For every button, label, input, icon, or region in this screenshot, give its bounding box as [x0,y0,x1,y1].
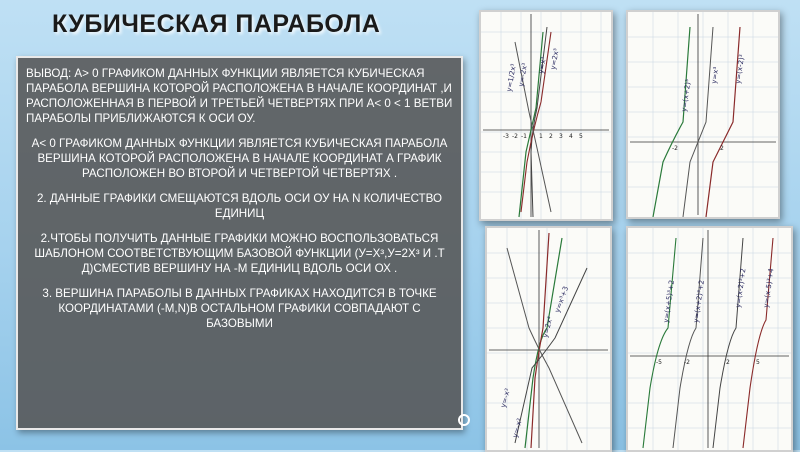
tick-label: -2 [512,133,518,140]
tick-label: 2 [549,133,553,140]
paragraph-negative-a: А< 0 ГРАФИКОМ ДАННЫХ ФУНКЦИИ ЯВЛЯЕТСЯ КУБИЧЕСКАЯ ПАРАБОЛА ВЕРШИНА КОТОРОЙ РАСПОЛОЖЕНА В НАЧАЛЕ КООРДИНАТ А ГРАФИК РАСПОЛОЖЕН ВО ВТОРОЙ И ЧЕТВЕРТОЙ ЧЕТВЕРТЯХ . [31,137,448,180]
label-x-plus-five-plus-two: у=(х+5)³+2 [662,279,676,324]
label-x-minus-two-plus-two: у=(х-2)³+2 [734,267,748,309]
curve-shift-up [525,238,562,448]
label-minus-x-cubed-b: у=-х³ [499,387,512,409]
tick-label: 3 [559,133,563,140]
label-x-plus-two-plus-two: у=(х+2)³+2 [692,279,706,324]
tick-label: 1 [539,133,543,140]
curve-minus-x-cubed [507,248,582,443]
paragraph-vertex-location: 3. ВЕРШИНА ПАРАБОЛЫ В ДАННЫХ ГРАФИКАХ НАХОДИТСЯ В ТОЧКЕ КООРДИНАТАМИ (-М,N)В ОСТАЛЬНОМ ГРАФИКИ СОВПАДАЮТ С БАЗОВЫМИ [42,287,437,330]
graph-horizontal-shifts [628,12,778,217]
label-minus-x-cubed-a: у=-х³ [511,417,524,439]
curve-shift-left [653,27,690,217]
slide-title: КУБИЧЕСКАЯ ПАРАБОЛА [52,10,381,38]
paragraph-shift-oy: 2. ДАННЫЕ ГРАФИКИ СМЕЩАЮТСЯ ВДОЛЬ ОСИ ОУ НА N КОЛИЧЕСТВО ЕДИНИЦ [36,192,443,220]
label-x-minus-two-cubed: у=(х-2)³ [734,54,747,85]
graph-combined-shifts [628,228,791,450]
graph-basic-cubics [481,12,611,219]
graph-vertical-shifts [487,228,610,450]
conclusion-text-panel [16,56,463,430]
tick-label: 2 [726,359,730,366]
tick-label: -1 [521,133,527,140]
curve-x-plus-five [643,238,676,448]
label-x-minus-five-plus-four: у=(х-5)³+4 [762,267,776,309]
graph-photo-combined-shifts [626,226,793,452]
label-two-x-cubed: у=2х³ [549,47,561,71]
tick-label: -2 [672,145,678,152]
graph-photo-horizontal-shifts [626,10,780,219]
tick-label: 5 [756,359,760,366]
label-half-x-cubed: у=1/2х³ [505,63,518,93]
paragraph-conclusion-positive-a: ВЫВОД: А> 0 ГРАФИКОМ ДАННЫХ ФУНКЦИИ ЯВЛЯЕТСЯ КУБИЧЕСКАЯ ПАРАБОЛА ВЕРШИНА КОТОРОЙ РАСПОЛОЖЕНА В НАЧАЛЕ КООРДИНАТ ,И РАСПОЛОЖЕННАЯ В ПЕРВОЙ И ТРЕТЬЕЙ ЧЕТВЕРТЯХ ПРИ А< 0 < 1 ВЕТВИ ПАРАБОЛЫ ПРИБЛИЖАЮТСЯ К ОСИ ОУ. [26,67,453,125]
label-x-plus-two-cubed: у=(х+2)³ [680,78,693,113]
tick-label: 5 [579,133,583,140]
tick-label: 2 [720,145,724,152]
label-two-x-cubed: у=2х³ [541,315,555,339]
paragraph-template-method: 2.ЧТОБЫ ПОЛУЧИТЬ ДАННЫЕ ГРАФИКИ МОЖНО ВОСПОЛЬЗОВАТЬСЯ ШАБЛОНОМ СООТВЕТСТВУЮЩИМ БАЗОВОЙ ФУНКЦИИ (У=Х³,У=2Х³ И .Т Д)СМЕСТИВ ВЕРШИНУ НА -М ЕДИНИЦ ВДОЛЬ ОСИ ОХ . [34,232,445,275]
label-x-cubed: у=х³ [537,56,548,75]
curve-x-plus-two [673,238,703,448]
curve-two-x-cubed [531,233,549,448]
tick-label: -5 [656,359,662,366]
tick-label: -2 [684,359,690,366]
curve-line [515,268,587,443]
label-x-cubed-plus-three: у=х³+3 [553,285,571,314]
graph-photo-vertical-shifts [485,226,612,452]
tick-label: 4 [569,133,573,140]
tick-label: -3 [503,133,509,140]
graph-photo-basic-cubics [479,10,613,221]
label-x-cubed: у=х³ [710,66,721,85]
label-minus-two-x-cubed: у=-2х³ [517,62,530,88]
decorative-ring-icon [458,414,470,426]
